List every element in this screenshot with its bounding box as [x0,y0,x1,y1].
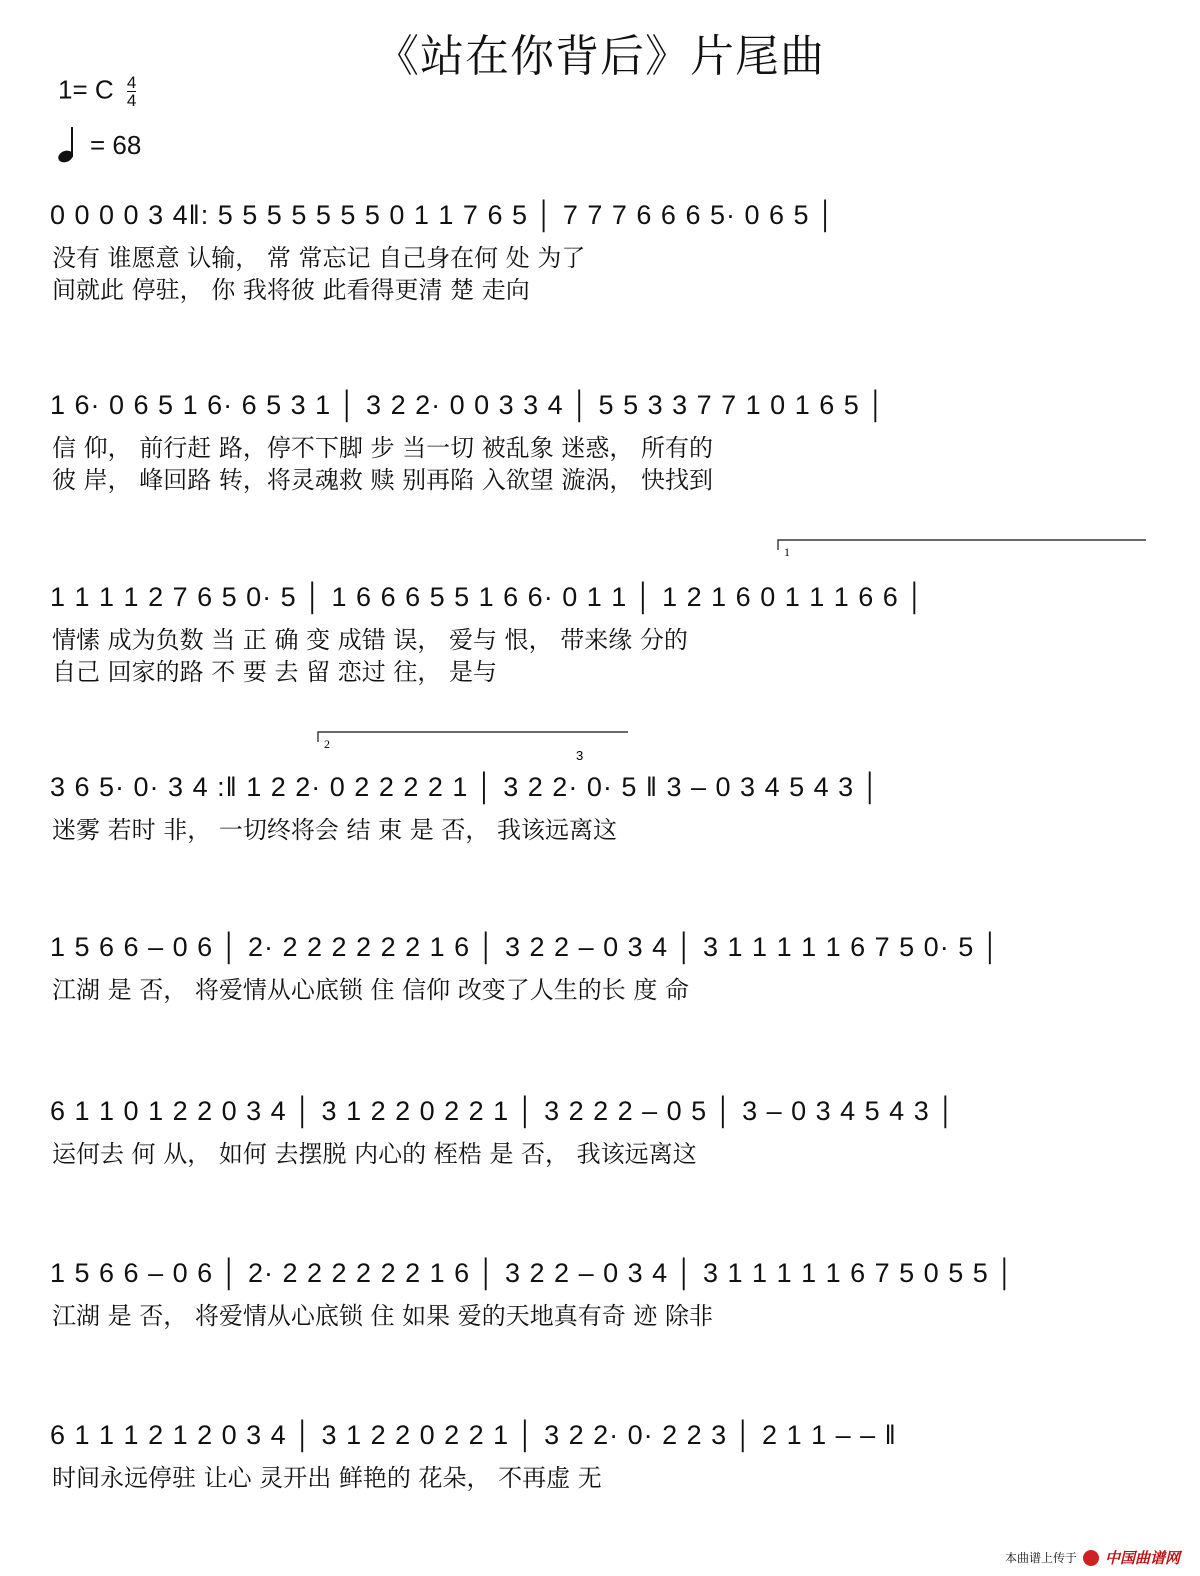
lyric-verse-1: 江湖 是 否， 将爱情从心底锁 住 如果 爱的天地真有奇 迹 除非 [52,1302,714,1330]
notation-row: 1 6· 0 6 5 1 6· 6 5 3 1 │ 3 2 2· 0 0 3 3 4 │ 5 5 3 3 7 7 1 0 1 6 5 │ [50,390,887,420]
footer-watermark [1005,1547,1180,1568]
notation-row: 1 1 1 1 2 7 6 5 0· 5 │ 1 6 6 6 5 5 1 6 6· 0 1 1 │ 1 2 1 6 0 1 1 1 6 6 │ [50,582,926,612]
score-line-8 [0,1410,1200,1560]
score-title: 《站在你背后》片尾曲 [375,31,825,82]
lyric-verse-1: 江湖 是 否， 将爱情从心底锁 住 信仰 改变了人生的长 度 命 [52,976,690,1004]
lyric-verse-1: 信 仰， 前行赶 路，停不下脚 步 当一切 被乱象 迷惑， 所有的 [52,434,714,462]
notation-row: 0 0 0 0 3 4‖: 5 5 5 5 5 5 5 0 1 1 7 6 5 │ 7 7 7 6 6 6 5· 0 6 5 │ [50,200,836,230]
notation-row: 6 1 1 0 1 2 2 0 3 4 │ 3 1 2 2 0 2 2 1 │ 3 2 2 2 – 0 5 │ 3 – 0 3 4 5 4 3 │ [50,1096,957,1126]
score-line-7 [0,1248,1200,1398]
quarter-note-icon [58,128,76,162]
triplet-label: 3 [576,748,584,763]
score-line-1 [0,190,1200,340]
key-signature [58,74,136,109]
notation-row: 1 5 6 6 – 0 6 │ 2· 2 2 2 2 2 2 1 6 │ 3 2 2 – 0 3 4 │ 3 1 1 1 1 1 6 7 5 0· 5 │ [50,932,1001,962]
score-line-5 [0,922,1200,1072]
score-line-2 [0,380,1200,530]
lyric-verse-2: 自己 回家的路 不 要 去 留 恋过 往， 是与 [52,658,498,686]
volta-2-label: 2 [324,737,330,751]
score-line-6 [0,1086,1200,1236]
lyric-verse-1: 迷雾 若时 非， 一切终将会 结 束 是 否， 我该远离这 [52,816,618,844]
tempo-value: = 68 [90,130,142,160]
notation-row: 1 5 6 6 – 0 6 │ 2· 2 2 2 2 2 2 1 6 │ 3 2 2 – 0 3 4 │ 3 1 1 1 1 1 6 7 5 0 5 5 │ [50,1258,1016,1288]
time-top: 4 [126,73,137,92]
lyric-verse-1: 情愫 成为负数 当 正 确 变 成错 误， 爱与 恨， 带来缘 分的 [52,626,688,654]
lyric-verse-1: 运何去 何 从， 如何 去摆脱 内心的 桎梏 是 否， 我该远离这 [52,1140,697,1168]
time-bottom: 4 [126,91,137,110]
lyric-verse-2: 彼 岸， 峰回路 转，将灵魂救 赎 别再陷 入欲望 漩涡， 快找到 [52,466,714,494]
volta-1-label: 1 [784,545,790,559]
tempo-marking [58,128,141,162]
score-line-3 [0,545,1200,722]
key-label: 1= C [58,74,114,105]
score-line-4 [0,737,1200,912]
notation-row: 6 1 1 1 2 1 2 0 3 4 │ 3 1 2 2 0 2 2 1 │ 3 2 2· 0· 2 2 3 │ 2 1 1 – – ‖ [50,1420,897,1450]
lyric-verse-1: 没有 谁愿意 认输， 常 常忘记 自己身在何 处 为了 [52,244,586,272]
footer-site-name: 中国曲谱网 [1104,1549,1180,1567]
site-logo-icon [1083,1550,1099,1566]
lyric-verse-2: 间就此 停驻， 你 我将彼 此看得更清 楚 走向 [52,276,530,304]
footer-uploaded-text: 本曲谱上传于 [1004,1551,1077,1565]
time-signature [127,74,136,109]
lyric-verse-1: 时间永远停驻 让心 灵开出 鲜艳的 花朵， 不再虚 无 [52,1464,602,1492]
notation-row: 3 6 5· 0· 3 4 :‖ 1 2 2· 0 2 2 2 2 1 │ 3 2 2· 0· 5 ‖ 3 – 0 3 4 5 4 3 │ [50,772,881,802]
